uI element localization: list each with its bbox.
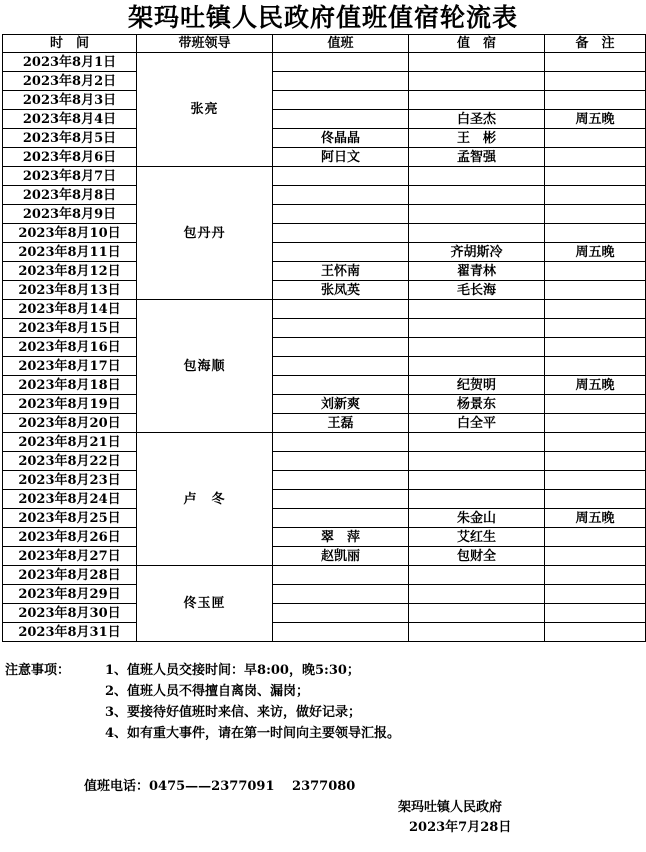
remark-cell xyxy=(545,72,646,91)
duty-cell xyxy=(273,452,409,471)
remark-cell xyxy=(545,186,646,205)
duty-cell xyxy=(273,319,409,338)
table-row xyxy=(3,566,646,585)
table-row xyxy=(3,547,646,566)
note-item: 3、要接待好值班时来信、来访，做好记录； xyxy=(105,705,362,720)
remark-cell: 周五晚 xyxy=(545,110,646,129)
date-cell: 2023年8月30日 xyxy=(3,604,137,623)
duty-cell: 刘新爽 xyxy=(273,395,409,414)
date-cell: 2023年8月19日 xyxy=(3,395,137,414)
remark-cell xyxy=(545,623,646,642)
table-row xyxy=(3,281,646,300)
date-cell: 2023年8月1日 xyxy=(3,53,137,72)
table-row xyxy=(3,490,646,509)
date-cell: 2023年8月27日 xyxy=(3,547,137,566)
night-duty-cell: 包财全 xyxy=(409,547,545,566)
duty-cell: 佟晶晶 xyxy=(273,129,409,148)
table-row xyxy=(3,376,646,395)
duty-cell xyxy=(273,623,409,642)
remark-cell xyxy=(545,205,646,224)
date-cell: 2023年8月21日 xyxy=(3,433,137,452)
duty-cell xyxy=(273,53,409,72)
table-row xyxy=(3,452,646,471)
table-row xyxy=(3,167,646,186)
night-duty-cell: 艾红生 xyxy=(409,528,545,547)
night-duty-cell: 白全平 xyxy=(409,414,545,433)
table-header-row xyxy=(3,35,646,53)
night-duty-cell xyxy=(409,452,545,471)
night-duty-cell xyxy=(409,205,545,224)
date-cell: 2023年8月15日 xyxy=(3,319,137,338)
date-cell: 2023年8月11日 xyxy=(3,243,137,262)
date-cell: 2023年8月29日 xyxy=(3,585,137,604)
date-cell: 2023年8月23日 xyxy=(3,471,137,490)
table-row xyxy=(3,604,646,623)
night-duty-cell xyxy=(409,566,545,585)
header-remark: 备 注 xyxy=(545,35,646,53)
table-row xyxy=(3,623,646,642)
night-duty-cell xyxy=(409,357,545,376)
remark-cell: 周五晚 xyxy=(545,376,646,395)
duty-cell: 翠 萍 xyxy=(273,528,409,547)
remark-cell xyxy=(545,338,646,357)
duty-cell xyxy=(273,604,409,623)
leader-cell: 包海顺 xyxy=(137,300,273,433)
night-duty-cell: 纪贺明 xyxy=(409,376,545,395)
leader-cell: 张亮 xyxy=(137,53,273,167)
remark-cell xyxy=(545,547,646,566)
header-night-duty: 值 宿 xyxy=(409,35,545,53)
table-row xyxy=(3,395,646,414)
table-row xyxy=(3,53,646,72)
date-cell: 2023年8月18日 xyxy=(3,376,137,395)
date-cell: 2023年8月10日 xyxy=(3,224,137,243)
table-row xyxy=(3,262,646,281)
notes-label: 注意事项： xyxy=(5,663,71,678)
date-cell: 2023年8月24日 xyxy=(3,490,137,509)
duty-cell xyxy=(273,186,409,205)
table-row xyxy=(3,300,646,319)
table-row xyxy=(3,433,646,452)
date-cell: 2023年8月17日 xyxy=(3,357,137,376)
leader-cell: 包丹丹 xyxy=(137,167,273,300)
duty-cell xyxy=(273,490,409,509)
date-cell: 2023年8月31日 xyxy=(3,623,137,642)
leader-cell: 卢 冬 xyxy=(137,433,273,566)
remark-cell xyxy=(545,471,646,490)
remark-cell xyxy=(545,433,646,452)
leader-cell: 佟玉匣 xyxy=(137,566,273,642)
duty-cell xyxy=(273,471,409,490)
duty-cell: 赵凯丽 xyxy=(273,547,409,566)
duty-cell xyxy=(273,585,409,604)
night-duty-cell xyxy=(409,585,545,604)
duty-cell xyxy=(273,509,409,528)
date-cell: 2023年8月16日 xyxy=(3,338,137,357)
night-duty-cell xyxy=(409,338,545,357)
page-title: 架玛吐镇人民政府值班值宿轮流表 xyxy=(127,3,518,32)
night-duty-cell: 王 彬 xyxy=(409,129,545,148)
remark-cell xyxy=(545,129,646,148)
header-leader: 带班领导 xyxy=(137,35,273,53)
night-duty-cell: 翟青林 xyxy=(409,262,545,281)
remark-cell: 周五晚 xyxy=(545,243,646,262)
table-row xyxy=(3,338,646,357)
night-duty-cell xyxy=(409,224,545,243)
table-row xyxy=(3,129,646,148)
remark-cell xyxy=(545,91,646,110)
date-cell: 2023年8月9日 xyxy=(3,205,137,224)
date-cell: 2023年8月28日 xyxy=(3,566,137,585)
night-duty-cell xyxy=(409,433,545,452)
note-item: 1、值班人员交接时间：早8:00，晚5:30； xyxy=(105,663,360,678)
duty-cell xyxy=(273,72,409,91)
duty-cell xyxy=(273,376,409,395)
table-row xyxy=(3,528,646,547)
remark-cell xyxy=(545,585,646,604)
night-duty-cell: 朱金山 xyxy=(409,509,545,528)
remark-cell xyxy=(545,262,646,281)
duty-cell xyxy=(273,224,409,243)
date-cell: 2023年8月22日 xyxy=(3,452,137,471)
date-cell: 2023年8月7日 xyxy=(3,167,137,186)
table-row xyxy=(3,414,646,433)
table-row xyxy=(3,148,646,167)
remark-cell xyxy=(545,604,646,623)
night-duty-cell xyxy=(409,471,545,490)
remark-cell xyxy=(545,490,646,509)
duty-cell xyxy=(273,357,409,376)
date-cell: 2023年8月26日 xyxy=(3,528,137,547)
night-duty-cell xyxy=(409,490,545,509)
duty-cell xyxy=(273,91,409,110)
remark-cell xyxy=(545,53,646,72)
date-cell: 2023年8月20日 xyxy=(3,414,137,433)
date-cell: 2023年8月6日 xyxy=(3,148,137,167)
duty-cell xyxy=(273,338,409,357)
date-cell: 2023年8月2日 xyxy=(3,72,137,91)
night-duty-cell: 孟智强 xyxy=(409,148,545,167)
duty-cell xyxy=(273,566,409,585)
table-row xyxy=(3,319,646,338)
table-row xyxy=(3,186,646,205)
date-cell: 2023年8月4日 xyxy=(3,110,137,129)
duty-cell xyxy=(273,205,409,224)
issue-date: 2023年7月28日 xyxy=(409,820,512,835)
duty-cell xyxy=(273,167,409,186)
table-row xyxy=(3,72,646,91)
header-time: 时 间 xyxy=(3,35,137,53)
table-row xyxy=(3,224,646,243)
issuer-name: 架玛吐镇人民政府 xyxy=(398,800,503,815)
table-row xyxy=(3,585,646,604)
table-row xyxy=(3,110,646,129)
table-row xyxy=(3,205,646,224)
note-item: 2、值班人员不得擅自离岗、漏岗； xyxy=(105,684,310,699)
table-row xyxy=(3,91,646,110)
remark-cell xyxy=(545,281,646,300)
night-duty-cell xyxy=(409,167,545,186)
remark-cell xyxy=(545,566,646,585)
night-duty-cell xyxy=(409,300,545,319)
date-cell: 2023年8月14日 xyxy=(3,300,137,319)
date-cell: 2023年8月3日 xyxy=(3,91,137,110)
remark-cell xyxy=(545,300,646,319)
duty-cell xyxy=(273,300,409,319)
night-duty-cell xyxy=(409,604,545,623)
date-cell: 2023年8月8日 xyxy=(3,186,137,205)
night-duty-cell: 白圣杰 xyxy=(409,110,545,129)
duty-cell: 张凤英 xyxy=(273,281,409,300)
header-duty: 值班 xyxy=(273,35,409,53)
duty-cell xyxy=(273,433,409,452)
night-duty-cell: 齐胡斯冷 xyxy=(409,243,545,262)
table-row xyxy=(3,243,646,262)
night-duty-cell xyxy=(409,91,545,110)
date-cell: 2023年8月25日 xyxy=(3,509,137,528)
date-cell: 2023年8月13日 xyxy=(3,281,137,300)
remark-cell xyxy=(545,148,646,167)
night-duty-cell xyxy=(409,53,545,72)
remark-cell xyxy=(545,224,646,243)
night-duty-cell: 杨景东 xyxy=(409,395,545,414)
night-duty-cell xyxy=(409,319,545,338)
duty-roster-table xyxy=(2,34,646,642)
remark-cell xyxy=(545,357,646,376)
remark-cell xyxy=(545,167,646,186)
note-item: 4、如有重大事件，请在第一时间向主要领导汇报。 xyxy=(105,726,401,741)
remark-cell xyxy=(545,395,646,414)
date-cell: 2023年8月12日 xyxy=(3,262,137,281)
duty-cell xyxy=(273,110,409,129)
remark-cell xyxy=(545,319,646,338)
table-row xyxy=(3,471,646,490)
remark-cell xyxy=(545,452,646,471)
night-duty-cell xyxy=(409,186,545,205)
night-duty-cell xyxy=(409,72,545,91)
remark-cell xyxy=(545,414,646,433)
table-row xyxy=(3,509,646,528)
remark-cell: 周五晚 xyxy=(545,509,646,528)
table-row xyxy=(3,357,646,376)
duty-cell xyxy=(273,243,409,262)
table-body xyxy=(3,53,646,642)
night-duty-cell xyxy=(409,623,545,642)
remark-cell xyxy=(545,528,646,547)
date-cell: 2023年8月5日 xyxy=(3,129,137,148)
duty-cell: 阿日文 xyxy=(273,148,409,167)
duty-cell: 王怀南 xyxy=(273,262,409,281)
night-duty-cell: 毛长海 xyxy=(409,281,545,300)
duty-cell: 王磊 xyxy=(273,414,409,433)
duty-phone: 值班电话：0475——2377091 2377080 xyxy=(84,779,356,794)
